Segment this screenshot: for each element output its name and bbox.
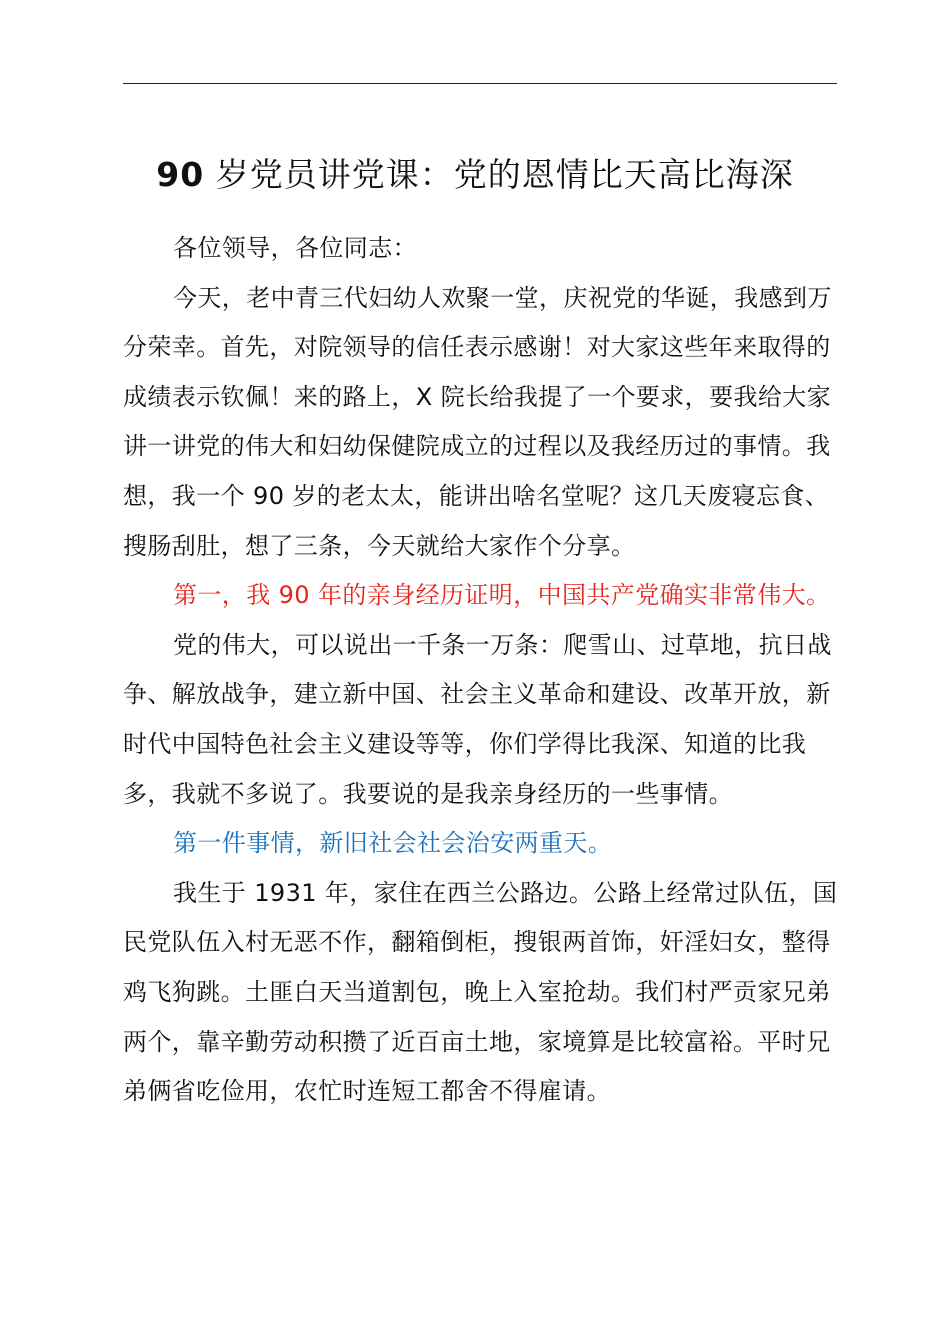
title-text: 岁党员讲党课：党的恩情比天高比海深 (204, 155, 794, 194)
section-heading-first: 第一，我 90 年的亲身经历证明，中国共产党确实非常伟大。 (173, 581, 831, 610)
title-number: 90 (156, 155, 205, 194)
paragraph-party-greatness: 党的伟大，可以说出一千条一万条：爬雪山、过草地，抗日战争、解放战争，建立新中国、社会主义革命和建设、改革开放，新时代中国特色社会主义建设等等，你们学得比我深、知道的比我多，我就不多说了。我要说的是我亲身经历的一些事情。 (123, 630, 832, 808)
document-body (123, 224, 843, 1117)
page-title (0, 150, 950, 200)
salutation: 各位领导，各位同志： (173, 234, 417, 262)
subsection-heading-first-matter: 第一件事情，新旧社会社会治安两重天。 (173, 829, 613, 858)
paragraph-intro: 今天，老中青三代妇幼人欢聚一堂，庆祝党的华诞，我感到万分荣幸。首先，对院领导的信任表示感谢！对大家这些年来取得的成绩表示钦佩！来的路上，X 院长给我提了一个要求，要我给大家讲一讲党的伟大和妇幼保健院成立的过程以及我经历过的事情。我想，我一个 90 岁的老太太，能讲出啥名堂呢？这几天废寝忘食、搜肠刮肚，想了三条，今天就给大家作个分享。 (123, 283, 832, 560)
paragraph-personal-history: 我生于 1931 年，家住在西兰公路边。公路上经常过队伍，国民党队伍入村无恶不作，翻箱倒柜，搜银两首饰，奸淫妇女，整得鸡飞狗跳。土匪白天当道割包，晚上入室抢劫。我们村严贡家兄弟两个，靠辛勤劳动积攒了近百亩土地，家境算是比较富裕。平时兄弟俩省吃俭用，农忙时连短工都舍不得雇请。 (123, 878, 838, 1106)
header-rule (123, 83, 837, 84)
